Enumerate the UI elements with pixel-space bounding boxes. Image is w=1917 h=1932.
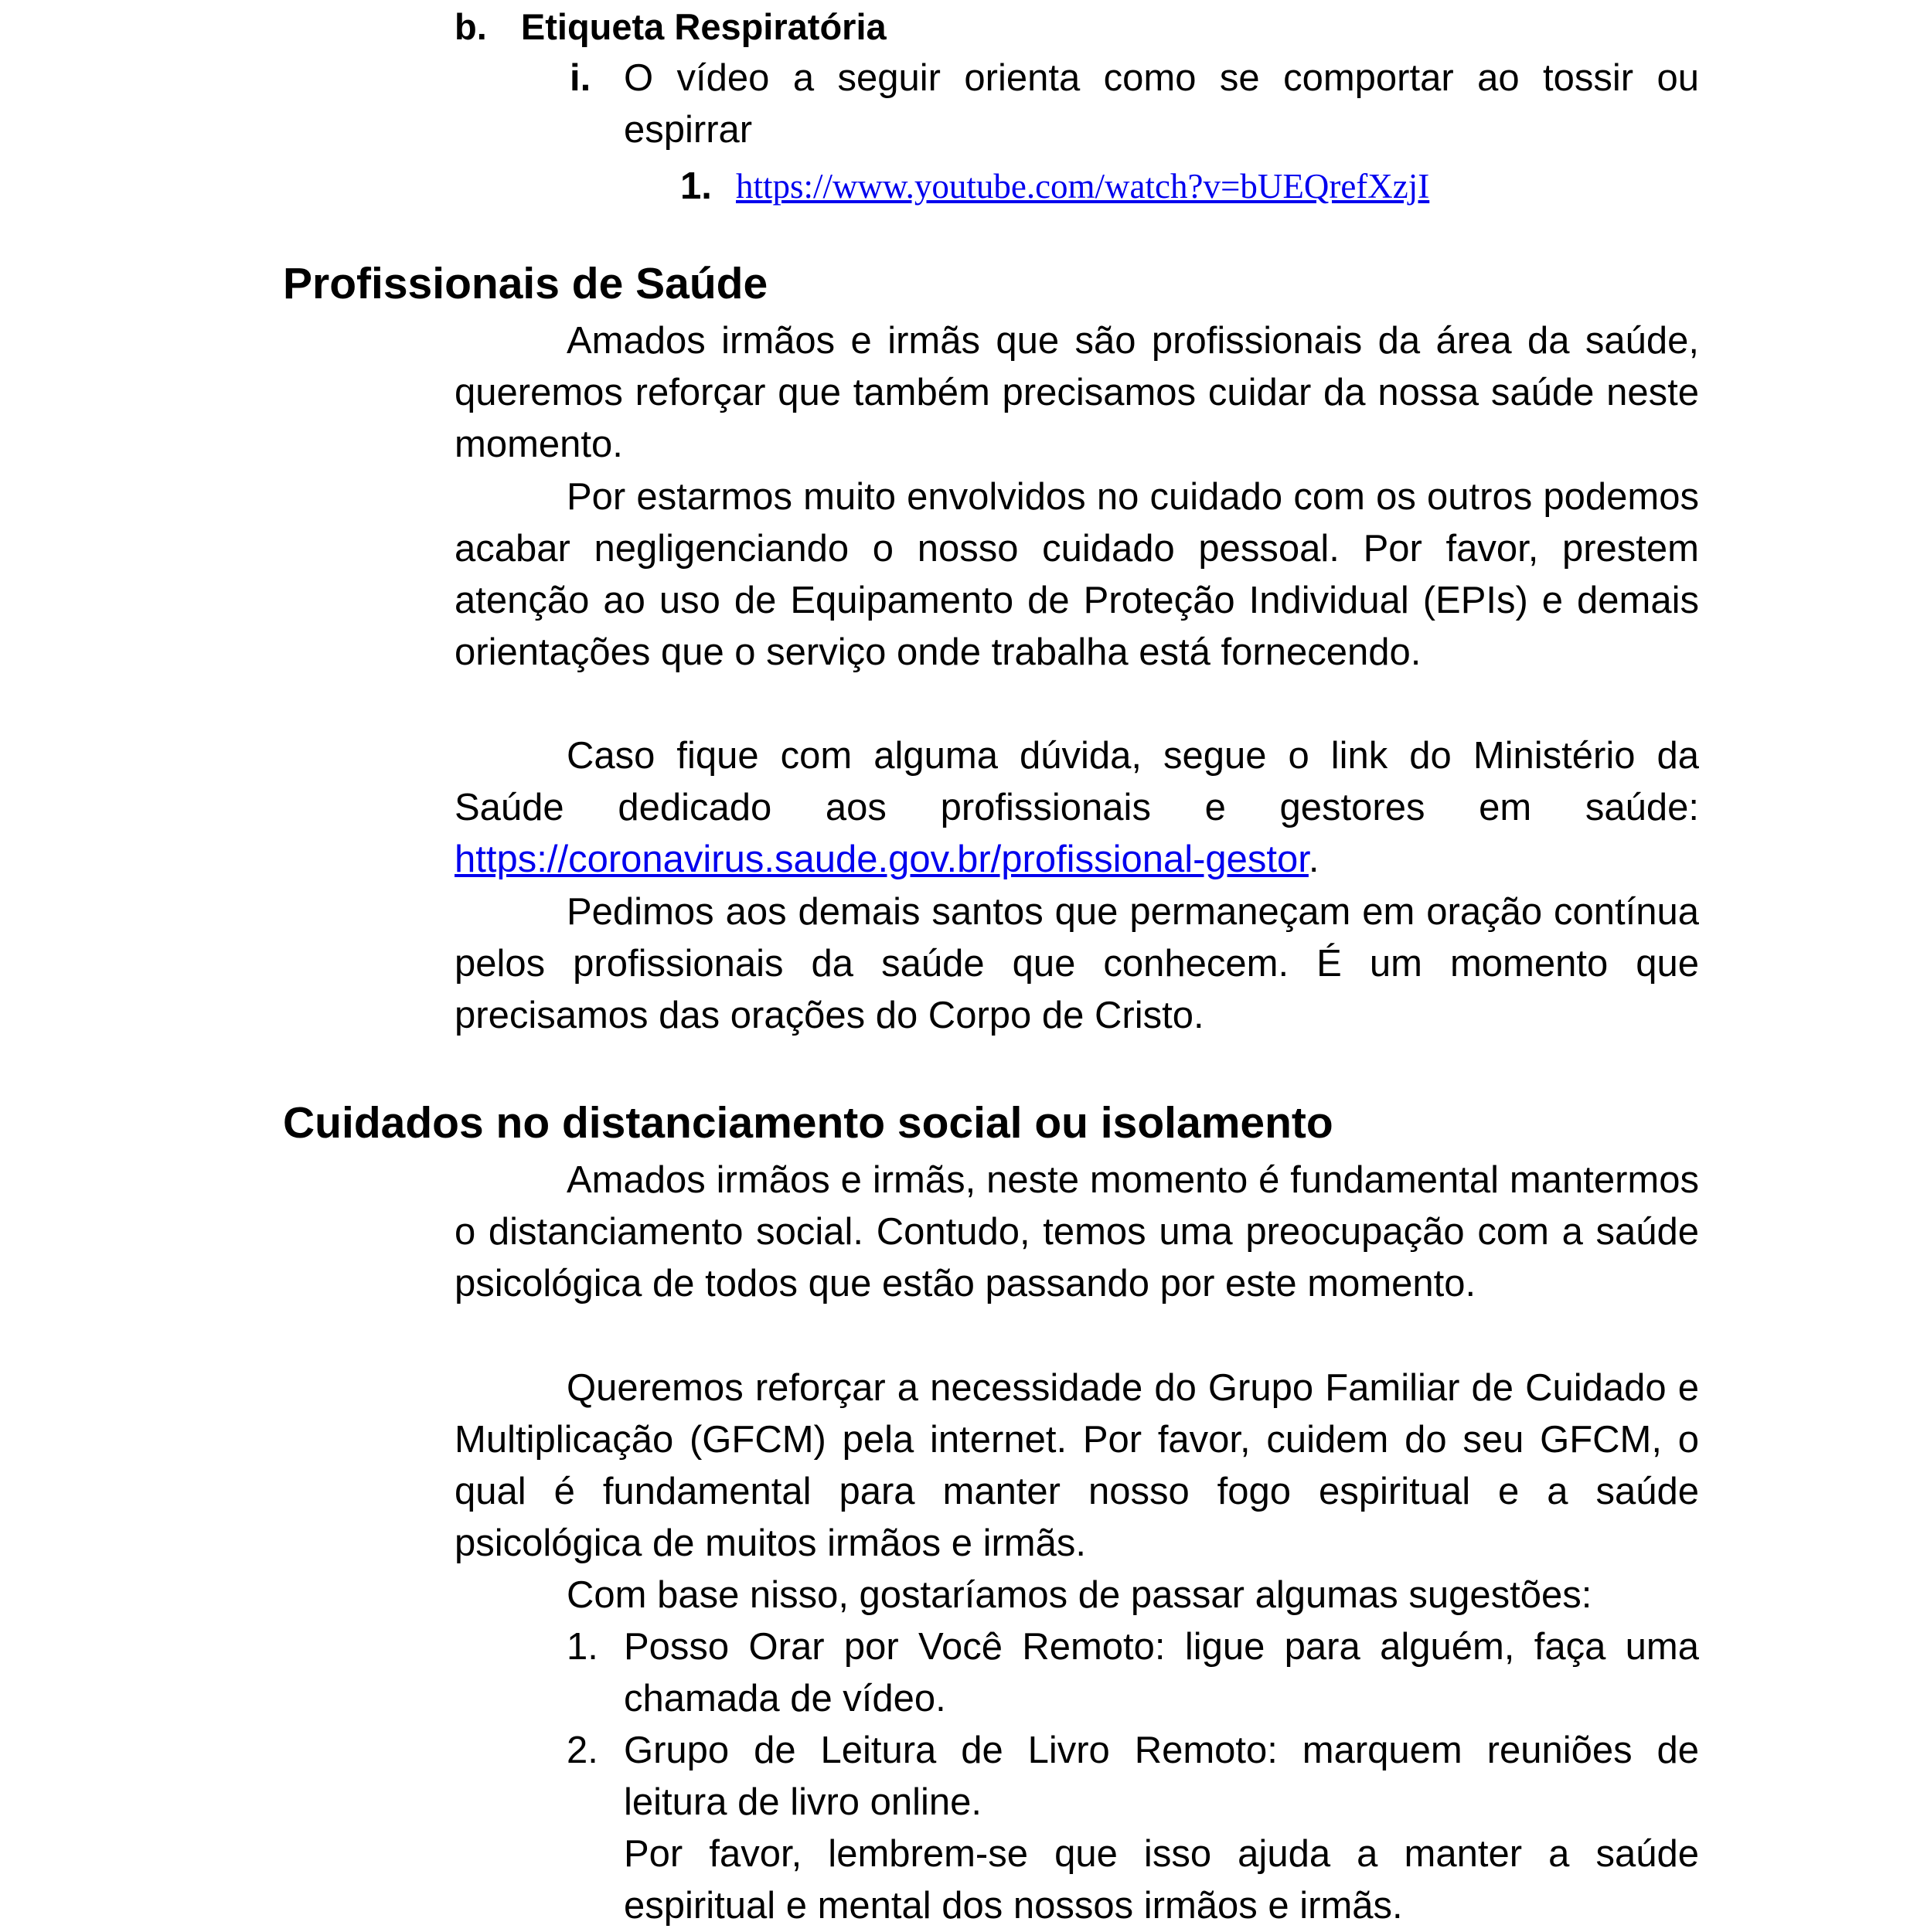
isolation-paragraph-2: Queremos reforçar a necessidade do Grupo Familiar de Cuidado e Multiplicação (GFCM) pela internet. Por favor, cuidem do seu GFCM, o qual é fundamental para manter nosso fogo espiritual e a saúde psicológica de muitos irmãos e irmãs. xyxy=(455,1367,1699,1564)
suggestion-item-1: Posso Orar por Você Remoto: ligue para alguém, faça uma chamada de vídeo. xyxy=(624,1626,1699,1719)
professionals-paragraph-3 xyxy=(455,730,1699,886)
professionals-paragraph-4: Pedimos aos demais santos que permaneçam em oração contínua pelos profissionais da saúde que conhecem. É um momento que precisamos das orações do Corpo de Cristo. xyxy=(455,891,1699,1036)
isolation-paragraph-3: Com base nisso, gostaríamos de passar algumas sugestões: xyxy=(567,1574,1592,1616)
isolation-paragraph-1: Amados irmãos e irmãs, neste momento é fundamental mantermos o distanciamento social. Contudo, temos uma preocupação com a saúde psicológica de todos que estão passando por este momento. xyxy=(455,1159,1699,1304)
subsection-title: Etiqueta Respiratória xyxy=(520,6,887,47)
professionals-paragraph-3-text: Caso fique com alguma dúvida, segue o link do Ministério da Saúde dedicado aos profissionais e gestores em saúde: xyxy=(455,735,1699,828)
closing-note: Por favor, lembrem-se que isso ajuda a manter a saúde espiritual e mental dos nossos irmãos e irmãs. xyxy=(624,1833,1699,1927)
subsection-heading xyxy=(455,2,887,53)
ministry-link[interactable]: https://coronavirus.saude.gov.br/profissional-gestor xyxy=(455,838,1309,880)
subsection-marker: b. xyxy=(455,6,487,47)
list-marker-roman: i. xyxy=(570,57,591,99)
paragraph-period: . xyxy=(1308,838,1319,880)
youtube-link[interactable]: https://www.youtube.com/watch?v=bUEQrefXzjI xyxy=(736,167,1430,206)
section-heading-isolation: Cuidados no distanciamento social ou isolamento xyxy=(283,1098,1333,1148)
suggestion-marker-1: 1. xyxy=(567,1626,598,1668)
section-heading-professionals: Profissionais de Saúde xyxy=(283,259,768,308)
professionals-paragraph-1: Amados irmãos e irmãs que são profissionais da área da saúde, queremos reforçar que também precisamos cuidar da nossa saúde neste momento. xyxy=(455,320,1699,465)
suggestion-marker-2: 2. xyxy=(567,1730,598,1771)
professionals-paragraph-2: Por estarmos muito envolvidos no cuidado com os outros podemos acabar negligenciando o nosso cuidado pessoal. Por favor, prestem atenção ao uso de Equipamento de Proteção Individual (EPIs) e demais orientações que o serviço onde trabalha está fornecendo. xyxy=(455,476,1699,673)
respiratory-video-text: O vídeo a seguir orienta como se comportar ao tossir ou espirrar xyxy=(624,57,1699,151)
list-marker-numeric: 1. xyxy=(680,165,712,207)
suggestion-item-2: Grupo de Leitura de Livro Remoto: marquem reuniões de leitura de livro online. xyxy=(624,1730,1699,1823)
